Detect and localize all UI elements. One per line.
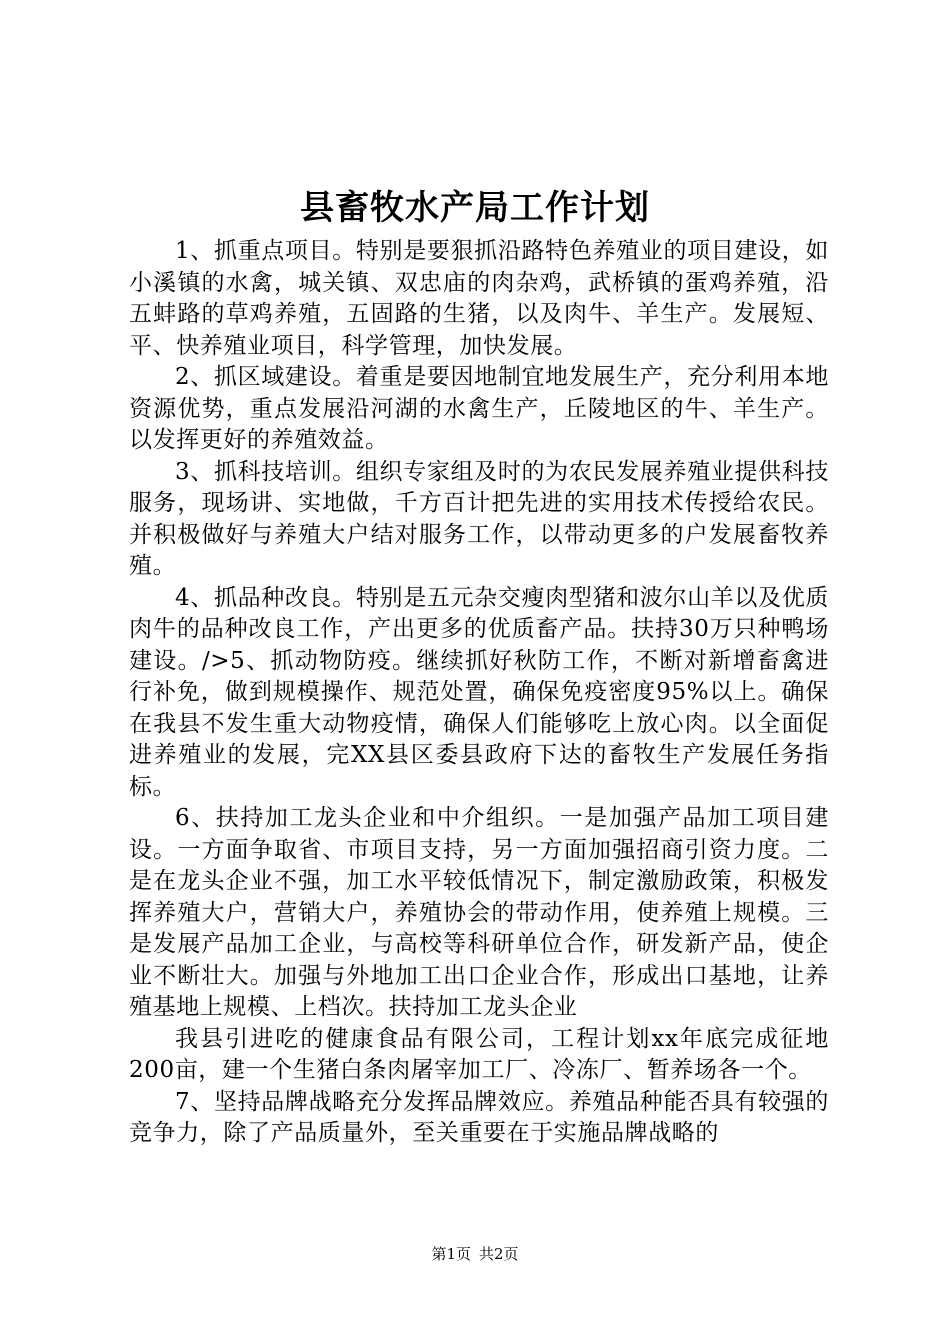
paragraph: 4、抓品种改良。特别是五元杂交瘦肉型猪和波尔山羊以及优质肉牛的品种改良工作，产出更多的优质畜产品。扶持30万只种鸭场建设。/>5、抓动物防疫。继续抓好秋防工作，不断对新增畜禽进行补免，做到规模操作、规范处置，确保免疫密度95%以上。确保在我县不发生重大动物疫情，确保人们能够吃上放心肉。以全面促进养殖业的发展，完XX县区委县政府下达的畜牧生产发展任务指标。	[129, 584, 829, 800]
document-body	[129, 236, 829, 1150]
paragraph: 3、抓科技培训。组织专家组及时的为农民发展养殖业提供科技服务，现场讲、实地做，千方百计把先进的实用技术传授给农民。并积极做好与养殖大户结对服务工作，以带动更多的户发展畜牧养殖。	[129, 458, 829, 579]
paragraph: 6、扶持加工龙头企业和中介组织。一是加强产品加工项目建设。一方面争取省、市项目支持，另一方面加强招商引资力度。二是在龙头企业不强，加工水平较低情况下，制定激励政策，积极发挥养殖大户，营销大户，养殖协会的带动作用，使养殖上规模。三是发展产品加工企业，与高校等科研单位合作，研发新产品，使企业不断壮大。加强与外地加工出口企业合作，形成出口基地，让养殖基地上规模、上档次。扶持加工龙头企业	[129, 805, 829, 1020]
page-footer	[0, 1244, 950, 1264]
document-title: 县畜牧水产局工作计划	[300, 188, 650, 228]
paragraph: 7、坚持品牌战略充分发挥品牌效应。养殖品种能否具有较强的竞争力，除了产品质量外，至关重要在于实施品牌战略的	[129, 1088, 829, 1146]
paragraph: 1、抓重点项目。特别是要狠抓沿路特色养殖业的项目建设，如小溪镇的水禽，城关镇、双忠庙的肉杂鸡，武桥镇的蛋鸡养殖，沿五蚌路的草鸡养殖，五固路的生猪，以及肉牛、羊生产。发展短、平、快养殖业项目，科学管理，加快发展。	[129, 238, 829, 359]
paragraph: 我县引进吃的健康食品有限公司，工程计划xx年底完成征地200亩，建一个生猪白条肉屠宰加工厂、冷冻厂、暂养场各一个。	[129, 1025, 829, 1083]
paragraph: 2、抓区域建设。着重是要因地制宜地发展生产，充分利用本地资源优势，重点发展沿河湖的水禽生产，丘陵地区的牛、羊生产。以发挥更好的养殖效益。	[129, 364, 829, 453]
page-number: 第1页	[431, 1245, 471, 1263]
page-total: 共2页	[479, 1245, 519, 1263]
